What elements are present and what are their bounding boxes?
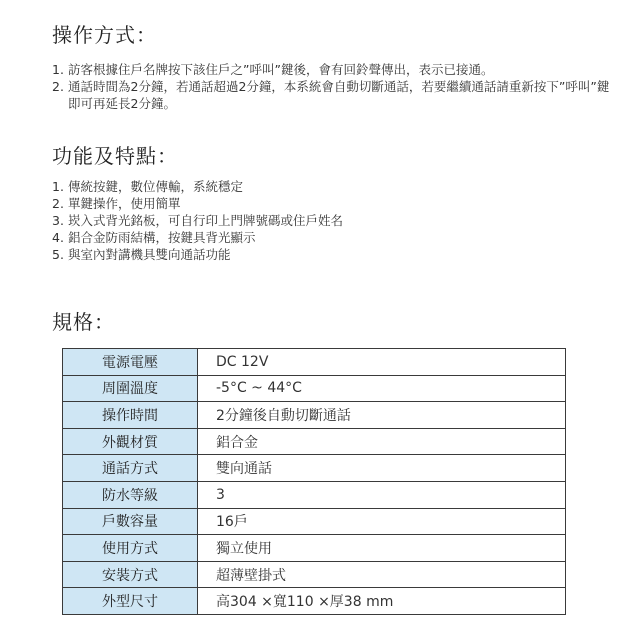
spec-value: 16戶 bbox=[198, 508, 566, 535]
table-row bbox=[63, 508, 566, 535]
item-text: 通話時間為2分鐘，若通話超過2分鐘，本系統會自動切斷通話，若要繼續通話請重新按下”呼叫”鍵即可再延長2分鐘。 bbox=[68, 79, 610, 111]
spec-label: 通話方式 bbox=[63, 455, 198, 482]
item-text: 鋁合金防雨結構，按鍵具背光顯示 bbox=[68, 230, 256, 245]
features-list bbox=[52, 178, 612, 263]
item-number: 1. bbox=[52, 62, 64, 77]
table-row bbox=[63, 535, 566, 562]
item-text: 傳統按鍵，數位傳輸，系統穩定 bbox=[68, 179, 244, 194]
item-text: 崁入式背光銘板，可自行印上門牌號碼或住戶姓名 bbox=[68, 213, 344, 228]
item-number: 3. bbox=[52, 213, 64, 228]
table-row bbox=[63, 455, 566, 482]
item-text: 訪客根據住戶名牌按下該住戶之”呼叫”鍵後，會有回鈴聲傳出，表示已接通。 bbox=[68, 62, 494, 77]
table-row bbox=[63, 349, 566, 376]
spec-table bbox=[62, 348, 566, 615]
spec-label: 周圍溫度 bbox=[63, 375, 198, 402]
table-row bbox=[63, 375, 566, 402]
spec-value: DC 12V bbox=[198, 349, 566, 376]
item-text: 與室內對講機具雙向通話功能 bbox=[68, 247, 231, 262]
specs-heading: 規格： bbox=[52, 310, 115, 334]
item-number: 4. bbox=[52, 230, 64, 245]
item-text: 單鍵操作，使用簡單 bbox=[68, 196, 181, 211]
table-row bbox=[63, 588, 566, 615]
list-item bbox=[52, 78, 612, 112]
list-item bbox=[52, 212, 612, 229]
table-row bbox=[63, 561, 566, 588]
spec-label: 外觀材質 bbox=[63, 428, 198, 455]
list-item bbox=[52, 61, 612, 78]
item-number: 5. bbox=[52, 247, 64, 262]
item-number: 1. bbox=[52, 179, 64, 194]
spec-value: -5°C ~ 44°C bbox=[198, 375, 566, 402]
spec-value: 超薄壁掛式 bbox=[198, 561, 566, 588]
item-number: 2. bbox=[52, 196, 64, 211]
list-item bbox=[52, 195, 612, 212]
spec-label: 安裝方式 bbox=[63, 561, 198, 588]
spec-label: 戶數容量 bbox=[63, 508, 198, 535]
spec-label: 操作時間 bbox=[63, 402, 198, 429]
spec-value: 獨立使用 bbox=[198, 535, 566, 562]
table-row bbox=[63, 481, 566, 508]
operation-list bbox=[52, 61, 612, 112]
table-row bbox=[63, 402, 566, 429]
spec-value: 雙向通話 bbox=[198, 455, 566, 482]
spec-value: 鋁合金 bbox=[198, 428, 566, 455]
spec-label: 電源電壓 bbox=[63, 349, 198, 376]
spec-label: 使用方式 bbox=[63, 535, 198, 562]
spec-label: 外型尺寸 bbox=[63, 588, 198, 615]
spec-value: 3 bbox=[198, 481, 566, 508]
spec-value: 高304 ×寬110 ×厚38 mm bbox=[198, 588, 566, 615]
spec-value: 2分鐘後自動切斷通話 bbox=[198, 402, 566, 429]
spec-label: 防水等級 bbox=[63, 481, 198, 508]
features-heading: 功能及特點： bbox=[52, 144, 178, 168]
list-item bbox=[52, 178, 612, 195]
list-item bbox=[52, 246, 612, 263]
list-item bbox=[52, 229, 612, 246]
table-row bbox=[63, 428, 566, 455]
operation-heading: 操作方式： bbox=[52, 23, 157, 47]
item-number: 2. bbox=[52, 79, 64, 94]
